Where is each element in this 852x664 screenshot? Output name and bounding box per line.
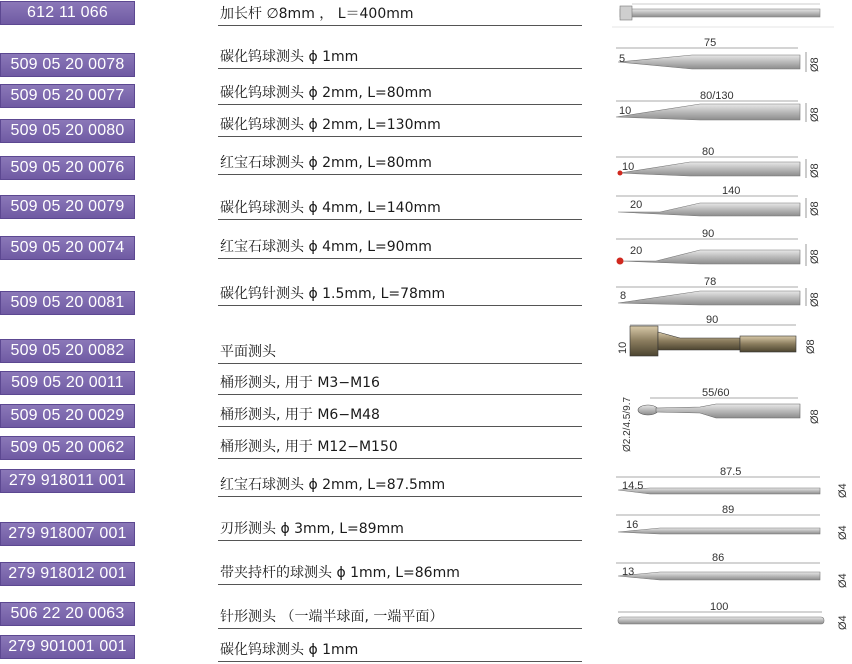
part-number-badge: 509 05 20 0080 (0, 119, 135, 143)
diameter-dimension: Ø8 (809, 163, 821, 178)
diameter-dimension: Ø4 (837, 525, 849, 540)
length-dimension: 55/60 (702, 387, 730, 399)
part-number-badge: 279 901001 001 (0, 635, 135, 659)
length-dimension: 90 (706, 314, 719, 326)
diameter-dimension: Ø8 (805, 339, 817, 354)
part-number-badge: 509 05 20 0077 (0, 84, 135, 108)
part-description: 碳化钨球测头 ϕ 2mm, L=80mm (218, 83, 582, 105)
part-description: 桶形测头, 用于 M12−M150 (218, 437, 582, 459)
part-number-badge: 509 05 20 0074 (0, 236, 135, 260)
part-description: 桶形测头, 用于 M6−M48 (218, 405, 582, 427)
length-dimension: 78 (704, 276, 717, 288)
probe-drawing-11 (616, 552, 849, 588)
part-description: 红宝石球测头 ϕ 2mm, L=80mm (218, 153, 582, 175)
part-description: 碳化钨球测头 ϕ 4mm, L=140mm (218, 198, 582, 220)
length-dimension: 87.5 (720, 466, 742, 478)
diameter-dimension: Ø4 (837, 615, 849, 630)
diameter-dimension: Ø8 (809, 201, 821, 216)
probe-drawing-10 (616, 504, 849, 540)
probe-drawing-4 (616, 185, 821, 218)
part-description: 加长杆 ∅8mm ， L＝400mm (218, 4, 582, 26)
part-description: 带夹持杆的球测头 ϕ 1mm, L=86mm (218, 563, 582, 585)
probe-drawing-3 (616, 146, 821, 178)
part-number-badge: 509 05 20 0078 (0, 53, 135, 77)
diameter-dimension: Ø8 (809, 107, 821, 122)
part-number-badge: 506 22 20 0063 (0, 602, 135, 626)
length-dimension: 80/130 (700, 90, 734, 102)
part-number-badge: 279 918012 001 (0, 562, 135, 586)
tip-dimension: 13 (622, 566, 635, 578)
part-description: 桶形测头, 用于 M3−M16 (218, 373, 582, 395)
probe-drawing-9 (616, 466, 849, 498)
tip-dimension: 5 (619, 53, 626, 65)
tip-dimension: Ø2.2/4.5/9.7 (622, 396, 633, 452)
part-description: 刃形测头 ϕ 3mm, L=89mm (218, 519, 582, 541)
part-description: 碳化钨球测头 ϕ 1mm (218, 640, 582, 662)
probe-drawing-6 (616, 276, 821, 307)
probe-drawing-1 (616, 37, 821, 72)
part-description: 平面测头 (218, 342, 582, 364)
needle-probe-drawing (618, 601, 849, 630)
flat-probe-drawing (617, 314, 817, 356)
tip-dimension: 10 (617, 341, 629, 354)
tip-dimension: 20 (630, 245, 643, 257)
part-description: 碳化钨针测头 ϕ 1.5mm, L=78mm (218, 284, 582, 306)
tip-dimension: 10 (622, 161, 635, 173)
part-number-badge: 509 05 20 0076 (0, 156, 135, 180)
part-number-badge: 509 05 20 0011 (0, 371, 135, 395)
part-number-badge: 509 05 20 0079 (0, 195, 135, 219)
length-dimension: 100 (710, 601, 729, 613)
part-number-badge: 509 05 20 0029 (0, 404, 135, 428)
length-dimension: 80 (702, 146, 715, 158)
length-dimension: 140 (722, 185, 741, 197)
diameter-dimension: Ø8 (809, 292, 821, 307)
length-dimension: 90 (702, 228, 715, 240)
part-number-badge: 279 918007 001 (0, 522, 135, 546)
diameter-dimension: Ø8 (809, 409, 821, 424)
tip-dimension: 20 (630, 199, 643, 211)
length-dimension: 89 (722, 504, 735, 516)
tip-dimension: 10 (619, 105, 632, 117)
part-number-badge: 279 918011 001 (0, 469, 135, 493)
length-dimension: 75 (704, 37, 717, 49)
tip-dimension: 14.5 (622, 480, 644, 492)
extension-rod-drawing (612, 4, 834, 27)
part-description: 碳化钨球测头 ϕ 2mm, L=130mm (218, 115, 582, 137)
tip-dimension: 8 (620, 290, 627, 302)
ruby-ball-icon (617, 258, 624, 265)
diameter-dimension: Ø4 (837, 573, 849, 588)
part-description: 红宝石球测头 ϕ 4mm, L=90mm (218, 237, 582, 259)
diameter-dimension: Ø4 (837, 483, 849, 498)
part-number-badge: 509 05 20 0062 (0, 436, 135, 460)
part-number-badge: 509 05 20 0082 (0, 339, 135, 363)
barrel-probe-drawing (622, 387, 821, 452)
length-dimension: 86 (712, 552, 725, 564)
part-number-badge: 612 11 066 (0, 1, 135, 25)
probe-drawing-2 (616, 90, 821, 122)
part-description: 针形测头 （一端半球面, 一端平面） (218, 607, 582, 629)
part-description: 碳化钨球测头 ϕ 1mm (218, 47, 582, 69)
part-description: 红宝石球测头 ϕ 2mm, L=87.5mm (218, 475, 582, 497)
diameter-dimension: Ø8 (809, 249, 821, 264)
diameter-dimension: Ø8 (809, 57, 821, 72)
tip-dimension: 16 (626, 519, 639, 531)
part-number-badge: 509 05 20 0081 (0, 291, 135, 315)
probe-drawing-5 (616, 228, 821, 266)
